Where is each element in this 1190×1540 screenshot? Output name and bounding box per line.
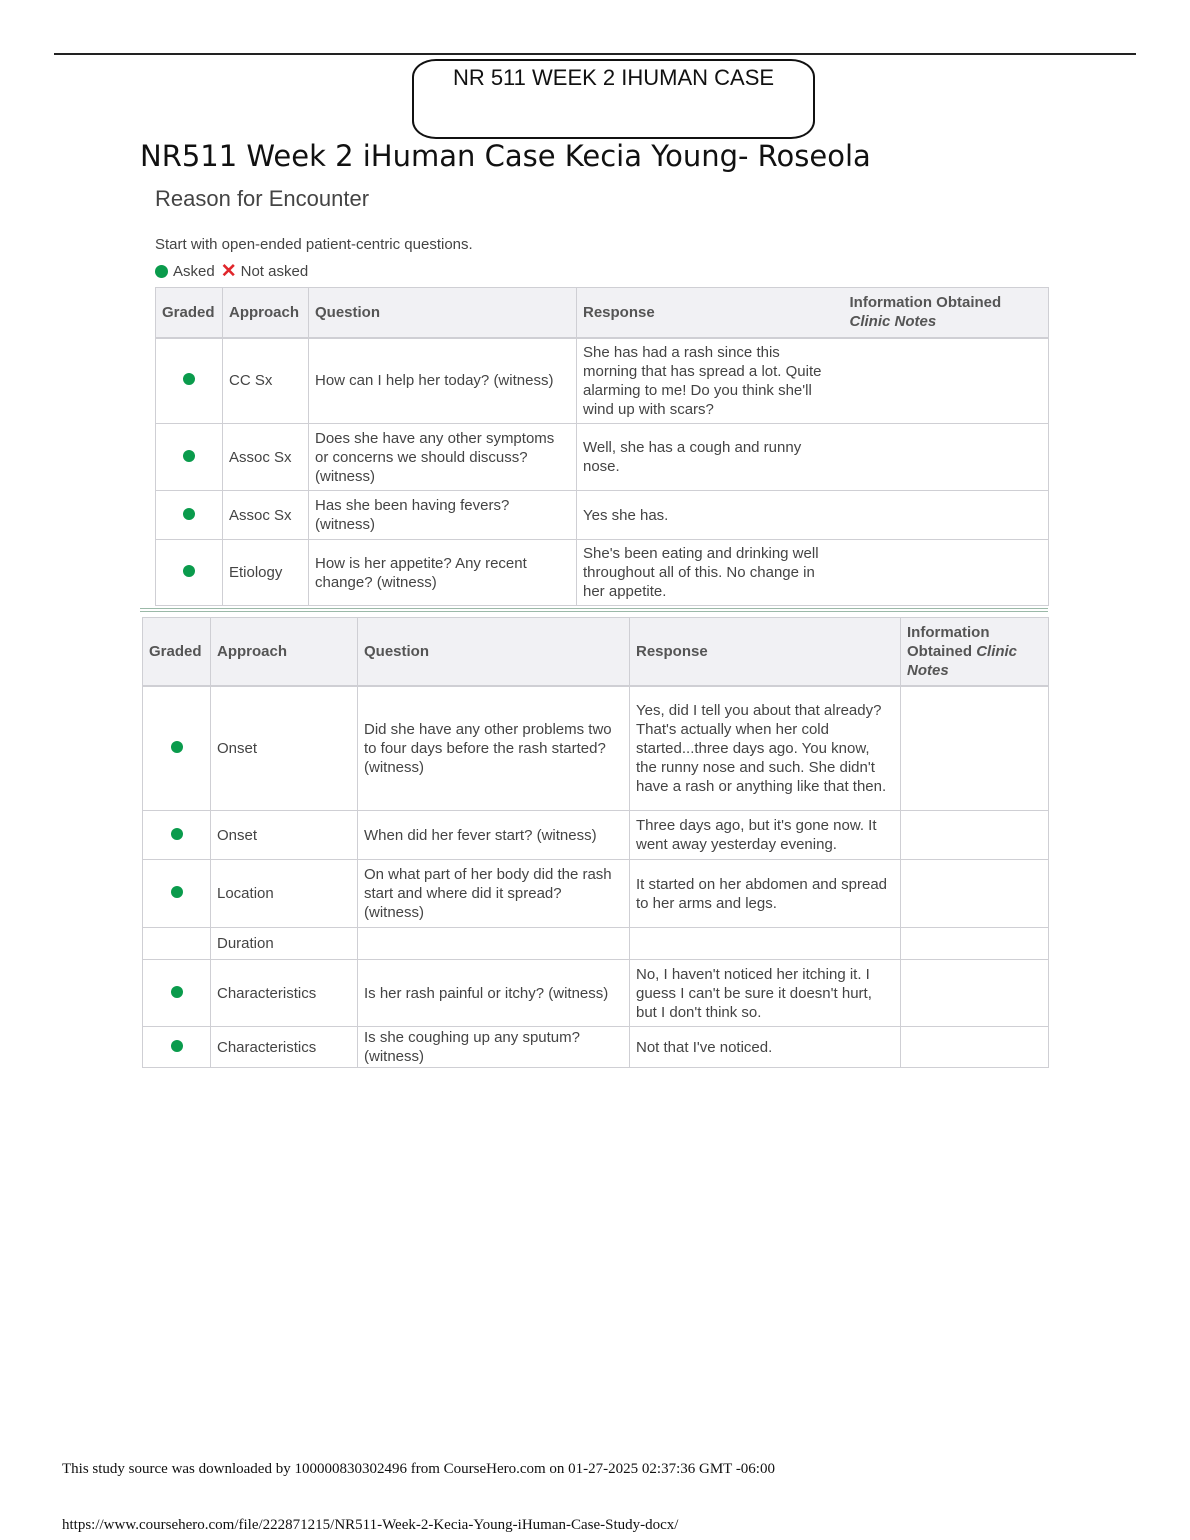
approach-cell: Onset bbox=[211, 811, 358, 860]
question-cell bbox=[358, 928, 630, 960]
col-info-sub: Clinic Notes bbox=[907, 642, 1018, 679]
footer-download-note: This study source was downloaded by 100000830302496 from CourseHero.com on 01-27-2025 02:37:36 GMT -06:00 bbox=[62, 1461, 775, 1477]
graded-cell bbox=[143, 1027, 211, 1068]
graded-cell bbox=[143, 928, 211, 960]
table-row bbox=[156, 491, 1049, 540]
info-cell bbox=[844, 540, 1049, 606]
approach-cell: Assoc Sx bbox=[223, 491, 309, 540]
col-question: Question bbox=[358, 618, 630, 686]
table-row bbox=[156, 424, 1049, 491]
document-title: NR511 Week 2 iHuman Case Kecia Young- Roseola bbox=[140, 139, 871, 173]
question-cell: Has she been having fevers? (witness) bbox=[309, 491, 577, 540]
col-response: Response bbox=[577, 288, 844, 338]
approach-cell: Etiology bbox=[223, 540, 309, 606]
info-cell bbox=[844, 491, 1049, 540]
response-cell: It started on her abdomen and spread to her arms and legs. bbox=[630, 860, 901, 928]
table-row bbox=[143, 928, 1049, 960]
graded-cell bbox=[143, 686, 211, 811]
response-cell: She's been eating and drinking well throughout all of this. No change in her appetite. bbox=[577, 540, 844, 606]
table-row bbox=[143, 960, 1049, 1027]
legend-not-asked: Not asked bbox=[240, 263, 309, 280]
question-cell: Is she coughing up any sputum? (witness) bbox=[358, 1027, 630, 1068]
not-asked-x-icon: ✕ bbox=[220, 261, 237, 282]
approach-cell: Location bbox=[211, 860, 358, 928]
graded-cell bbox=[156, 338, 223, 424]
asked-dot-icon bbox=[171, 986, 183, 998]
col-info-sub: Clinic Notes bbox=[849, 313, 937, 331]
info-cell bbox=[901, 1027, 1049, 1068]
graded-cell bbox=[156, 540, 223, 606]
col-info-title: Information Obtained bbox=[849, 294, 1002, 312]
table-row bbox=[143, 686, 1049, 811]
col-approach: Approach bbox=[211, 618, 358, 686]
info-cell bbox=[844, 338, 1049, 424]
question-cell: Is her rash painful or itchy? (witness) bbox=[358, 960, 630, 1027]
col-response: Response bbox=[630, 618, 901, 686]
encounter-table-2 bbox=[142, 617, 1049, 1068]
table-header-row bbox=[143, 618, 1049, 686]
legend-asked: Asked bbox=[173, 263, 215, 280]
table-header-row bbox=[156, 288, 1049, 338]
response-cell: No, I haven't noticed her itching it. I guess I can't be sure it doesn't hurt, but I don't think so. bbox=[630, 960, 901, 1027]
col-question: Question bbox=[309, 288, 577, 338]
question-cell: How is her appetite? Any recent change? (witness) bbox=[309, 540, 577, 606]
asked-dot-icon bbox=[171, 828, 183, 840]
graded-cell bbox=[156, 491, 223, 540]
section-title: Reason for Encounter bbox=[155, 186, 370, 211]
info-cell bbox=[901, 686, 1049, 811]
top-divider bbox=[54, 53, 1136, 55]
approach-cell: CC Sx bbox=[223, 338, 309, 424]
section-divider bbox=[140, 608, 1048, 612]
col-graded: Graded bbox=[156, 288, 223, 338]
table-row bbox=[156, 338, 1049, 424]
asked-dot-icon bbox=[183, 508, 195, 520]
col-graded: Graded bbox=[143, 618, 211, 686]
asked-dot-icon bbox=[183, 565, 195, 577]
approach-cell: Assoc Sx bbox=[223, 424, 309, 491]
intro-text: Start with open-ended patient-centric questions. bbox=[155, 236, 473, 253]
response-cell: Not that I've noticed. bbox=[630, 1027, 901, 1068]
info-cell bbox=[901, 811, 1049, 860]
graded-cell bbox=[143, 960, 211, 1027]
question-cell: Does she have any other symptoms or concerns we should discuss? (witness) bbox=[309, 424, 577, 491]
asked-dot-icon bbox=[171, 1040, 183, 1052]
col-info-title: Information Obtained bbox=[907, 623, 990, 660]
banner-text: NR 511 WEEK 2 IHUMAN CASE bbox=[452, 65, 775, 90]
legend bbox=[155, 263, 308, 280]
response-cell bbox=[630, 928, 901, 960]
info-cell bbox=[901, 928, 1049, 960]
asked-dot-icon bbox=[171, 886, 183, 898]
col-approach: Approach bbox=[223, 288, 309, 338]
question-cell: Did she have any other problems two to four days before the rash started? (witness) bbox=[358, 686, 630, 811]
table-row bbox=[156, 540, 1049, 606]
table-row bbox=[143, 860, 1049, 928]
info-cell bbox=[901, 860, 1049, 928]
graded-cell bbox=[156, 424, 223, 491]
footer-url: https://www.coursehero.com/file/222871215/NR511-Week-2-Kecia-Young-iHuman-Case-Study-docx/ bbox=[62, 1517, 679, 1533]
question-cell: When did her fever start? (witness) bbox=[358, 811, 630, 860]
encounter-table-1 bbox=[155, 287, 1049, 606]
col-info bbox=[844, 288, 1049, 338]
asked-dot-icon bbox=[183, 373, 195, 385]
graded-cell bbox=[143, 811, 211, 860]
asked-dot-icon bbox=[183, 450, 195, 462]
response-cell: She has had a rash since this morning that has spread a lot. Quite alarming to me! Do you think she'll wind up with scars? bbox=[577, 338, 844, 424]
question-cell: How can I help her today? (witness) bbox=[309, 338, 577, 424]
approach-cell: Duration bbox=[211, 928, 358, 960]
approach-cell: Characteristics bbox=[211, 1027, 358, 1068]
question-cell: On what part of her body did the rash start and where did it spread? (witness) bbox=[358, 860, 630, 928]
header-banner bbox=[412, 59, 815, 139]
approach-cell: Characteristics bbox=[211, 960, 358, 1027]
table-row bbox=[143, 811, 1049, 860]
response-cell: Well, she has a cough and runny nose. bbox=[577, 424, 844, 491]
response-cell: Three days ago, but it's gone now. It went away yesterday evening. bbox=[630, 811, 901, 860]
response-cell: Yes she has. bbox=[577, 491, 844, 540]
approach-cell: Onset bbox=[211, 686, 358, 811]
graded-cell bbox=[143, 860, 211, 928]
info-cell bbox=[844, 424, 1049, 491]
response-cell: Yes, did I tell you about that already? That's actually when her cold started...three days ago. You know, the runny nose and such. She didn't have a rash or anything like that then. bbox=[630, 686, 901, 811]
col-info bbox=[901, 618, 1049, 686]
asked-dot-icon bbox=[171, 741, 183, 753]
asked-dot-icon bbox=[155, 265, 168, 278]
table-row bbox=[143, 1027, 1049, 1068]
info-cell bbox=[901, 960, 1049, 1027]
